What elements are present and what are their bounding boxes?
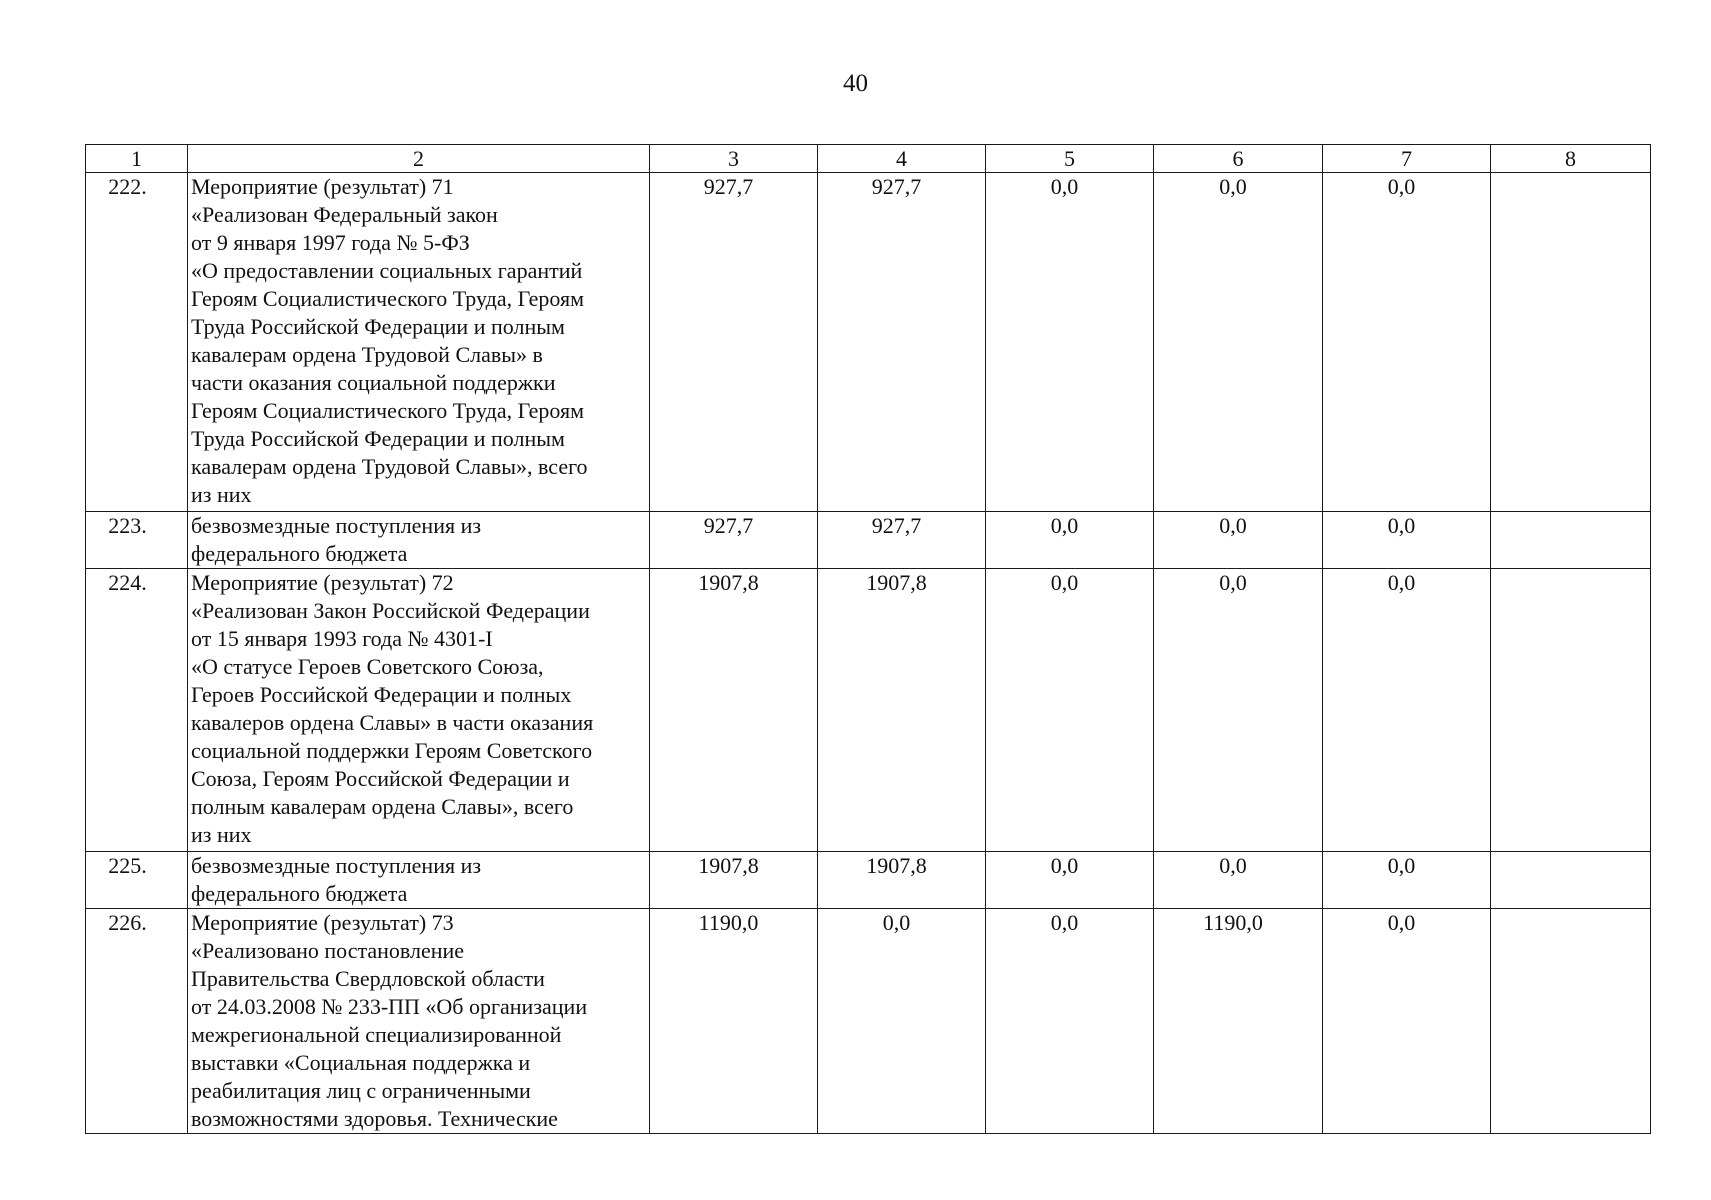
- cell-col-6: 0,0: [1154, 173, 1323, 512]
- cell-col-4: 0,0: [818, 909, 986, 1134]
- row-number: 222.: [86, 173, 188, 512]
- row-description: Мероприятие (результат) 73 «Реализовано постановление Правительства Свердловской области от 24.03.2008 № 233-ПП «Об организации межрегиональной специализированной выставки «Социальная поддержка и реабилитация лиц с ограниченными возможностями здоровья. Технические: [188, 909, 650, 1134]
- cell-col-7: 0,0: [1323, 173, 1491, 512]
- cell-col-3: 1907,8: [650, 569, 818, 852]
- cell-col-5: 0,0: [986, 909, 1154, 1134]
- cell-col-3: 1190,0: [650, 909, 818, 1134]
- cell-col-8: [1491, 512, 1651, 569]
- cell-col-3: 1907,8: [650, 852, 818, 909]
- cell-col-5: 0,0: [986, 512, 1154, 569]
- row-number: 225.: [86, 852, 188, 909]
- column-header-6: 6: [1154, 145, 1323, 173]
- cell-col-8: [1491, 852, 1651, 909]
- cell-col-4: 1907,8: [818, 852, 986, 909]
- cell-col-3: 927,7: [650, 512, 818, 569]
- cell-col-5: 0,0: [986, 569, 1154, 852]
- column-header-row: [86, 145, 1651, 173]
- row-description: Мероприятие (результат) 72 «Реализован Закон Российской Федерации от 15 января 1993 года № 4301-I «О статусе Героев Советского Союза, Героев Российской Федерации и полных кавалеров ордена Славы» в части оказания социальной поддержки Героям Советского Союза, Героям Российской Федерации и полным кавалерам ордена Славы», всего из них: [188, 569, 650, 852]
- row-description: Мероприятие (результат) 71 «Реализован Федеральный закон от 9 января 1997 года № 5-ФЗ «О предоставлении социальных гарантий Героям Социалистического Труда, Героям Труда Российской Федерации и полным кавалерам ордена Трудовой Славы» в части оказания социальной поддержки Героям Социалистического Труда, Героям Труда Российской Федерации и полным кавалерам ордена Трудовой Славы», всего из них: [188, 173, 650, 512]
- cell-col-7: 0,0: [1323, 909, 1491, 1134]
- cell-col-6: 0,0: [1154, 569, 1323, 852]
- cell-col-6: 1190,0: [1154, 909, 1323, 1134]
- cell-col-5: 0,0: [986, 852, 1154, 909]
- row-number: 226.: [86, 909, 188, 1134]
- row-description: безвозмездные поступления из федерального бюджета: [188, 512, 650, 569]
- cell-col-3: 927,7: [650, 173, 818, 512]
- table-row: [86, 909, 1651, 1134]
- column-header-1: 1: [86, 145, 188, 173]
- column-header-8: 8: [1491, 145, 1651, 173]
- cell-col-6: 0,0: [1154, 512, 1323, 569]
- column-header-7: 7: [1323, 145, 1491, 173]
- cell-col-4: 1907,8: [818, 569, 986, 852]
- cell-col-4: 927,7: [818, 512, 986, 569]
- row-number: 224.: [86, 569, 188, 852]
- cell-col-7: 0,0: [1323, 569, 1491, 852]
- row-number: 223.: [86, 512, 188, 569]
- cell-col-4: 927,7: [818, 173, 986, 512]
- cell-col-5: 0,0: [986, 173, 1154, 512]
- cell-col-8: [1491, 173, 1651, 512]
- row-description: безвозмездные поступления из федерального бюджета: [188, 852, 650, 909]
- column-header-3: 3: [650, 145, 818, 173]
- cell-col-7: 0,0: [1323, 512, 1491, 569]
- table-row: [86, 569, 1651, 852]
- table-row: [86, 512, 1651, 569]
- cell-col-8: [1491, 569, 1651, 852]
- cell-col-7: 0,0: [1323, 852, 1491, 909]
- column-header-4: 4: [818, 145, 986, 173]
- column-header-2: 2: [188, 145, 650, 173]
- column-header-5: 5: [986, 145, 1154, 173]
- cell-col-8: [1491, 909, 1651, 1134]
- budget-table: [85, 144, 1651, 1134]
- cell-col-6: 0,0: [1154, 852, 1323, 909]
- table-row: [86, 173, 1651, 512]
- page-number: 40: [843, 70, 868, 97]
- table-row: [86, 852, 1651, 909]
